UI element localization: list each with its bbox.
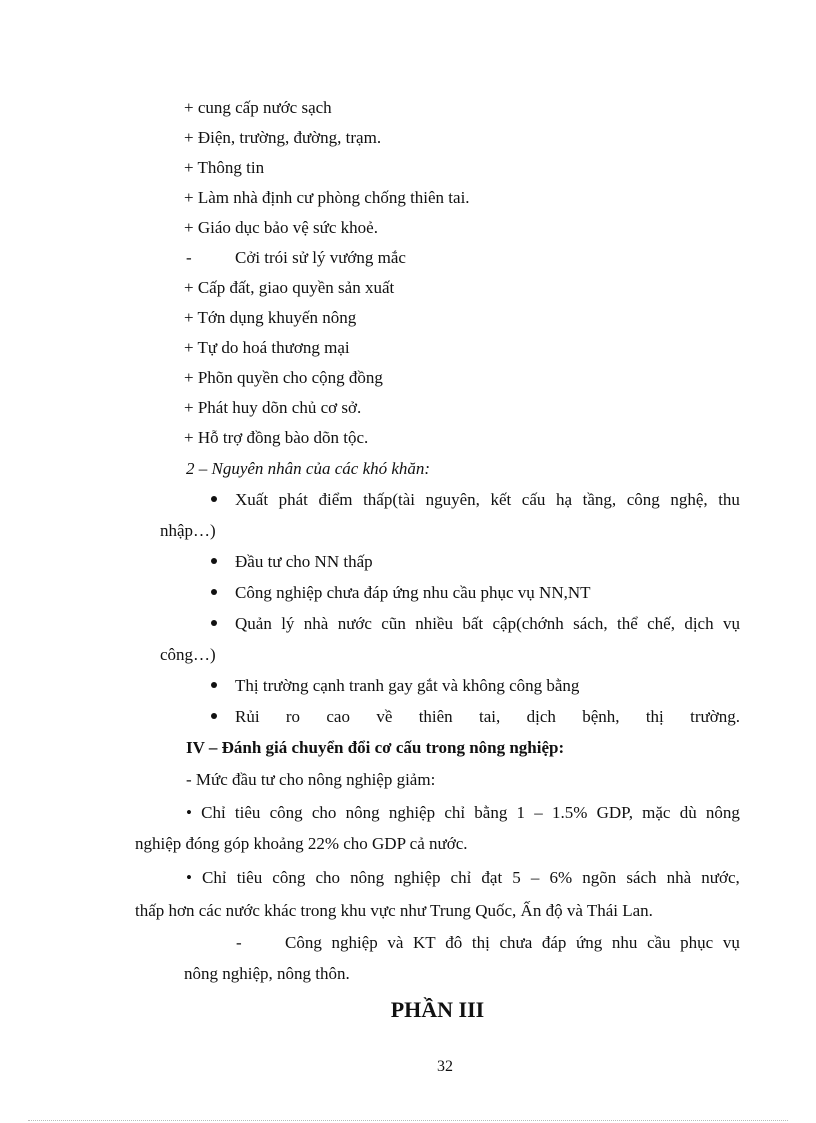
word: nông — [350, 868, 385, 887]
word: điểm — [318, 490, 353, 509]
word: nghiệp — [331, 933, 378, 952]
word: cao — [326, 707, 350, 726]
word: chưa — [499, 933, 533, 952]
word: nhiều — [415, 614, 453, 633]
word: 1 — [516, 803, 526, 822]
word: nước — [337, 614, 372, 633]
word: lý — [281, 614, 295, 633]
word: về — [376, 707, 393, 726]
bullet-item-text: Đầu tư cho NN thấp — [235, 552, 373, 571]
word: nghiệp — [394, 868, 441, 887]
word: bệnh, — [582, 707, 620, 726]
word: trường. — [690, 707, 740, 726]
page-number: 32 — [437, 1058, 453, 1075]
dash-marker: - — [186, 248, 192, 267]
word: ứng — [576, 933, 603, 952]
word: Xuất — [235, 490, 269, 509]
bullet-icon — [211, 496, 217, 502]
word: dịch — [684, 614, 714, 633]
bullet-icon — [211, 558, 217, 564]
word: vụ — [722, 614, 740, 633]
word: ngõn — [582, 868, 617, 887]
bullet-item-continuation: nhập…) — [160, 521, 216, 540]
bullet-item-text: Công nghiệp chưa đáp ứng nhu cầu phục vụ NN,NT — [235, 583, 591, 602]
word: nhà — [666, 868, 692, 887]
word: cầu — [646, 933, 671, 952]
bullet-icon — [211, 682, 217, 688]
dash-marker: - — [236, 933, 242, 952]
word: tiêu — [236, 868, 263, 887]
word: cập(chớnh — [492, 614, 564, 633]
text-line: + Tớn dụng khuyến nông — [184, 308, 357, 327]
word: thu — [718, 490, 740, 509]
word: đáp — [541, 933, 567, 952]
word: nghiệp — [388, 803, 436, 822]
text-line: + Cấp đất, giao quyền sản xuất — [184, 278, 395, 297]
word: tầng, — [582, 490, 617, 509]
word: và — [387, 933, 404, 952]
word: nước, — [701, 868, 740, 887]
word: sách — [626, 868, 657, 887]
bullet-item-text: Thị trường cạnh tranh gay gắt và không công bằng — [235, 676, 580, 695]
word: phục — [680, 933, 714, 952]
text-line: + Thông tin — [184, 158, 265, 177]
paragraph-line — [186, 802, 740, 824]
word: • — [186, 803, 192, 822]
bullet-icon — [211, 589, 217, 595]
word: đạt — [481, 868, 503, 887]
word: cũn — [381, 614, 406, 633]
word: hạ — [555, 490, 573, 509]
paragraph-line — [285, 932, 740, 954]
word: dù — [679, 803, 697, 822]
word: nông — [345, 803, 380, 822]
word: Rủi — [235, 707, 260, 726]
text-line: + Phát huy dõn chủ cơ sở. — [184, 398, 362, 417]
word: đô — [445, 933, 463, 952]
text-line: + Phõn quyền cho cộng đồng — [184, 368, 383, 387]
bullet-item-continuation: công…) — [160, 645, 216, 664]
word: cấu — [521, 490, 546, 509]
word: cho — [315, 868, 340, 887]
text-line: + Làm nhà định cư phòng chống thiên tai. — [184, 188, 470, 207]
word: kết — [490, 490, 512, 509]
word: cho — [311, 803, 337, 822]
word: Chỉ — [201, 803, 226, 822]
word: Công — [285, 933, 322, 952]
word: – — [534, 803, 543, 822]
paragraph-continuation: nông nghiệp, nông thôn. — [184, 964, 350, 983]
paragraph-continuation: thấp hơn các nước khác trong khu vực như Trung Quốc, Ấn độ và Thái Lan. — [135, 901, 653, 920]
text-line: + Hỗ trợ đồng bào dõn tộc. — [184, 428, 369, 447]
word: dịch — [526, 707, 556, 726]
text-line: + Tự do hoá thương mại — [184, 338, 350, 357]
text-line: + Điện, trường, đường, trạm. — [184, 128, 382, 147]
bullet-icon — [211, 713, 217, 719]
section-heading: IV – Đánh giá chuyển đổi cơ cấu trong nông nghiệp: — [186, 738, 565, 757]
word: GDP, — [596, 803, 633, 822]
word: nông — [705, 803, 740, 822]
word: mặc — [642, 803, 671, 822]
word: thể — [616, 614, 638, 633]
page-edge-divider — [28, 1120, 788, 1121]
word: nghệ, — [670, 490, 708, 509]
section-heading: 2 – Nguyên nhân của các khó khăn: — [186, 459, 431, 478]
word: chế, — [647, 614, 675, 633]
word: nhu — [611, 933, 638, 952]
word: tai, — [479, 707, 501, 726]
word: phát — [278, 490, 308, 509]
word: thiên — [418, 707, 453, 726]
word: thị — [471, 933, 490, 952]
text-line: - Mức đầu tư cho nông nghiệp giảm: — [186, 770, 436, 789]
text-line: + Giáo dục bảo vệ sức khoẻ. — [184, 218, 378, 237]
word: bằng — [474, 803, 508, 822]
word: nguyên, — [425, 490, 480, 509]
word: chỉ — [444, 803, 466, 822]
word: 5 — [512, 868, 521, 887]
word: 1.5% — [551, 803, 588, 822]
word: Quản — [235, 614, 272, 633]
word: nhà — [303, 614, 329, 633]
paragraph-continuation: nghiệp đóng góp khoảng 22% cho GDP cả nước. — [135, 834, 468, 853]
word: • — [186, 868, 192, 887]
word: thấp(tài — [363, 490, 415, 509]
word: công — [269, 803, 303, 822]
word: thị — [645, 707, 664, 726]
word: KT — [413, 933, 436, 952]
word: công — [272, 868, 306, 887]
bullet-item-text — [235, 706, 740, 728]
text-line: Cởi trói sử lý vướng mắc — [235, 248, 406, 267]
word: Chỉ — [202, 868, 227, 887]
bullet-item-text — [235, 613, 740, 635]
word: tiêu — [234, 803, 261, 822]
word: sách, — [573, 614, 608, 633]
bullet-item-text — [235, 489, 740, 511]
word: 6% — [549, 868, 573, 887]
word: – — [530, 868, 540, 887]
word: công — [626, 490, 660, 509]
word: chỉ — [450, 868, 472, 887]
text-line: + cung cấp nước sạch — [184, 98, 332, 117]
word: ro — [285, 707, 301, 726]
word: bất — [462, 614, 484, 633]
part-title: PHẦN III — [390, 997, 485, 1022]
bullet-icon — [211, 620, 217, 626]
word: vụ — [722, 933, 740, 952]
paragraph-line — [186, 867, 740, 889]
